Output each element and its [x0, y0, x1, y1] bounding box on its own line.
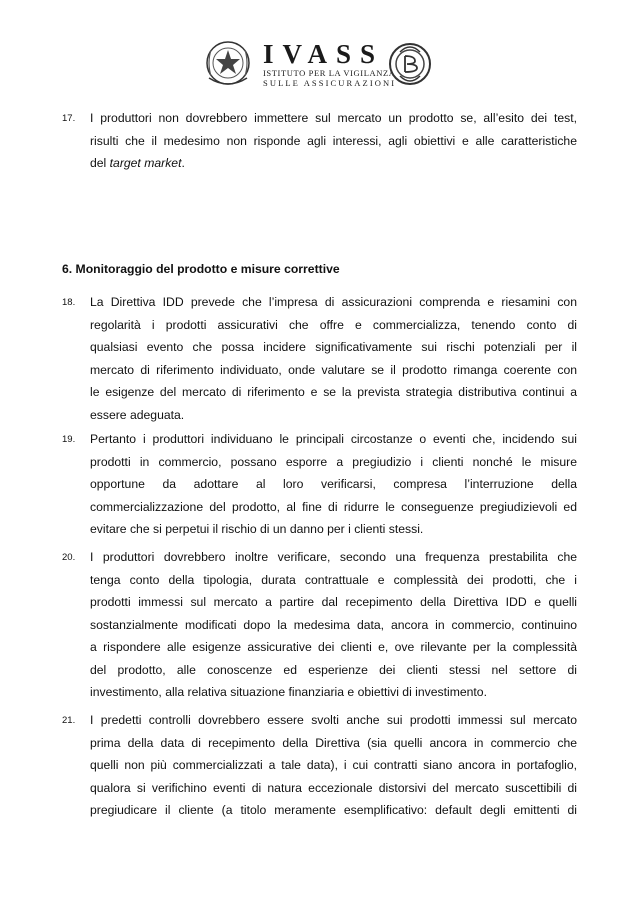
text-line: essere adeguata. — [90, 407, 185, 422]
text-line: investimento, alla relativa situazione finanziaria e obiettivi di investimento. — [90, 685, 487, 699]
brand-name: IVASS — [263, 39, 385, 69]
text-line: prima della data di recepimento della Direttiva (sia quelli ancora in commercio che — [90, 735, 577, 750]
text-line: sostanzialmente modificati dopo la medesima data, ancora in commercio, continuino — [90, 617, 577, 632]
page-header — [0, 36, 638, 96]
text-line: le esigenze del mercato di riferimento e se la prevista strategia distributiva continui a — [90, 385, 577, 399]
section-heading: 6. Monitoraggio del prodotto e misure correttive — [62, 262, 340, 276]
brand-subtitle-line1: ISTITUTO PER LA VIGILANZA — [263, 68, 396, 78]
italic-term: target market — [109, 156, 182, 170]
paragraph-21 — [62, 709, 577, 822]
ivass-logo — [263, 39, 397, 88]
text-fragment: del — [90, 156, 110, 170]
text-line: prodotti immessi sul mercato a partire dal recepimento della Direttiva IDD e quelli — [90, 595, 577, 609]
text-line: del prodotto, alle conoscenze ed esperienze dei clienti stessi nel settore di — [90, 662, 577, 677]
paragraph-20 — [62, 546, 577, 704]
brand-subtitle-line2: SULLE ASSICURAZIONI — [263, 78, 397, 88]
text-line: commercializzazione del prodotto, al fine di ridurre le conseguenze pregiudizievoli ed — [90, 499, 577, 514]
paragraph-19 — [62, 428, 577, 541]
text-line: evitare che si perpetui il rischio di un danno per i clienti stessi. — [90, 522, 424, 536]
italian-republic-emblem-icon — [203, 38, 253, 90]
text-line: tenga conto della tipologia, durata contrattuale e complessità dei prodotti, che i — [90, 572, 577, 587]
paragraph-18 — [62, 291, 577, 426]
text-line: mercato di riferimento individuato, onde valutare se il prodotto rimanga coerente con — [90, 362, 577, 377]
text-line: qualora si verifichino eventi di natura eccezionale distorsivi del mercato suscettibili di — [90, 780, 577, 795]
paragraph-number: 21. — [62, 715, 76, 726]
paragraph-number: 19. — [62, 434, 76, 445]
ivass-seal-icon — [385, 38, 435, 90]
text-line: I produttori dovrebbero inoltre verificare, secondo una frequenza prestabilita che — [90, 550, 577, 564]
text-line: I produttori non dovrebbero immettere sul mercato un prodotto se, all’esito dei test, — [90, 111, 577, 125]
paragraph-number: 20. — [62, 552, 76, 563]
text-line: Pertanto i produttori individuano le principali circostanze o eventi che, incidendo sui — [90, 432, 577, 446]
text-line: qualsiasi evento che possa incidere significativamente sui rischi potenziali per il — [90, 340, 577, 354]
paragraph-17 — [62, 107, 577, 175]
paragraph-number: 17. — [62, 113, 76, 124]
text-fragment: . — [181, 156, 185, 170]
text-line: regolarità i prodotti assicurativi che offre e commercializza, tenendo conto di — [90, 317, 577, 332]
text-line — [90, 152, 577, 175]
paragraph-number: 18. — [62, 297, 76, 308]
text-line: pregiudicare il cliente (a titolo meramente esemplificativo: default degli emittenti di — [90, 803, 577, 817]
text-line: prodotti in commercio, possano esporre a pregiudizio i clienti nonché le misure — [90, 454, 577, 469]
text-line: risulti che il medesimo non risponde agli interessi, agli obiettivi e alle caratteristiche — [90, 133, 577, 148]
text-line: I predetti controlli dovrebbero essere svolti anche sui prodotti immessi sul mercato — [90, 713, 577, 727]
text-line: La Direttiva IDD prevede che l’impresa di assicurazioni comprenda e riesamini con — [90, 295, 577, 309]
text-line: a rispondere alle esigenze assicurative dei clienti e, ove rilevante per la complessità — [90, 640, 577, 654]
text-line: opportune da adottare al loro verificarsi, compresa l’interruzione della — [90, 477, 577, 491]
text-line: quelli non più commercializzati a tale data), i cui contratti siano ancora in portafoglio, — [90, 758, 577, 772]
